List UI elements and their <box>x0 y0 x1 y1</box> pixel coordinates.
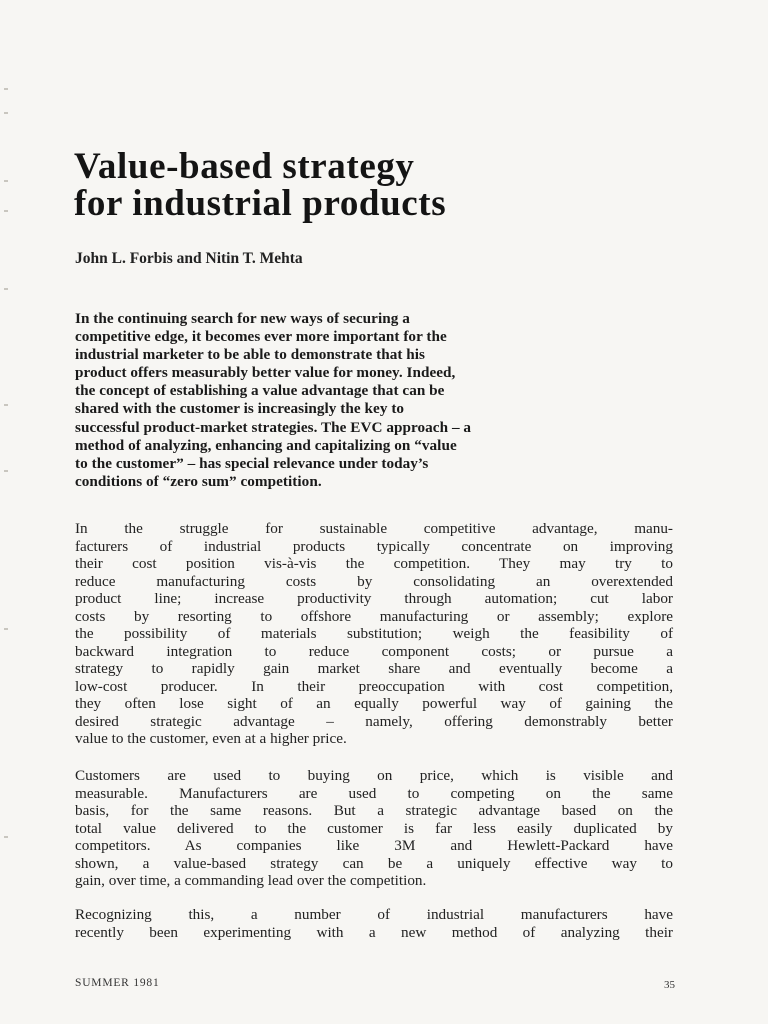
paragraph-line: product line; increase productivity through automation; cut labor <box>75 590 673 607</box>
abstract-line: shared with the customer is increasingly the key to <box>75 400 405 418</box>
article-abstract <box>75 310 685 491</box>
paragraph-line: basis, for the same reasons. But a strategic advantage based on the <box>75 802 673 819</box>
binding-mark <box>4 628 8 630</box>
article-title <box>74 148 694 222</box>
footer-page-number: 35 <box>664 979 675 991</box>
abstract-line: to the customer” – has special relevance under today’s <box>75 454 429 472</box>
paragraph-line: gain, over time, a commanding lead over the competition. <box>75 872 427 889</box>
paragraph-line: low-cost producer. In their preoccupation with cost competition, <box>75 677 673 695</box>
body-paragraph-3 <box>75 906 673 941</box>
binding-mark <box>4 288 8 290</box>
paragraph-line: costs by resorting to offshore manufacturing or assembly; explore <box>75 607 673 625</box>
abstract-line: industrial marketer to be able to demonstrate that his <box>75 346 426 364</box>
paragraph-line: backward integration to reduce component costs; or pursue a <box>75 642 673 660</box>
paragraph-line: In the struggle for sustainable competitive advantage, manu- <box>75 520 673 537</box>
paragraph-line: shown, a value-based strategy can be a uniquely effective way to <box>75 854 673 872</box>
paragraph-line: their cost position vis-à-vis the competition. They may try to <box>75 555 673 572</box>
paragraph-line: measurable. Manufacturers are used to competing on the same <box>75 784 673 802</box>
binding-mark <box>4 404 8 406</box>
article-authors: John L. Forbis and Nitin T. Mehta <box>75 250 303 267</box>
body-paragraph-1 <box>75 520 673 748</box>
abstract-line: method of analyzing, enhancing and capitalizing on “value <box>75 436 457 454</box>
paragraph-line: value to the customer, even at a higher price. <box>75 730 347 747</box>
paragraph-line: they often lose sight of an equally powerful way of gaining the <box>75 695 673 712</box>
footer-issue: SUMMER 1981 <box>75 977 160 989</box>
paragraph-line: Customers are used to buying on price, which is visible and <box>75 767 673 784</box>
title-line-2: for industrial products <box>74 183 447 224</box>
binding-mark <box>4 112 8 114</box>
abstract-line: competitive edge, it becomes ever more important for the <box>75 328 447 346</box>
binding-mark <box>4 88 8 90</box>
paragraph-line: total value delivered to the customer is far less easily duplicated by <box>75 819 673 837</box>
paragraph-line: facturers of industrial products typically concentrate on improving <box>75 537 673 555</box>
binding-mark <box>4 180 8 182</box>
paragraph-line: reduce manufacturing costs by consolidating an overextended <box>75 572 673 590</box>
body-paragraph-2 <box>75 767 673 890</box>
paragraph-line: strategy to rapidly gain market share and eventually become a <box>75 660 673 677</box>
title-line-1: Value-based strategy <box>74 146 415 187</box>
binding-mark <box>4 470 8 472</box>
abstract-line: conditions of “zero sum” competition. <box>75 472 322 490</box>
abstract-line: product offers measurably better value for money. Indeed, <box>75 364 456 382</box>
abstract-line: successful product-market strategies. The EVC approach – a <box>75 418 472 436</box>
binding-mark <box>4 210 8 212</box>
paragraph-line: the possibility of materials substitution; weigh the feasibility of <box>75 625 673 642</box>
paragraph-line: Recognizing this, a number of industrial manufacturers have <box>75 906 673 923</box>
paragraph-line: desired strategic advantage – namely, offering demonstrably better <box>75 712 673 730</box>
abstract-line: In the continuing search for new ways of securing a <box>75 310 410 327</box>
paragraph-line: competitors. As companies like 3M and Hewlett-Packard have <box>75 837 673 854</box>
paragraph-line: recently been experimenting with a new method of analyzing their <box>75 923 673 941</box>
abstract-line: the concept of establishing a value advantage that can be <box>75 382 445 400</box>
binding-mark <box>4 836 8 838</box>
